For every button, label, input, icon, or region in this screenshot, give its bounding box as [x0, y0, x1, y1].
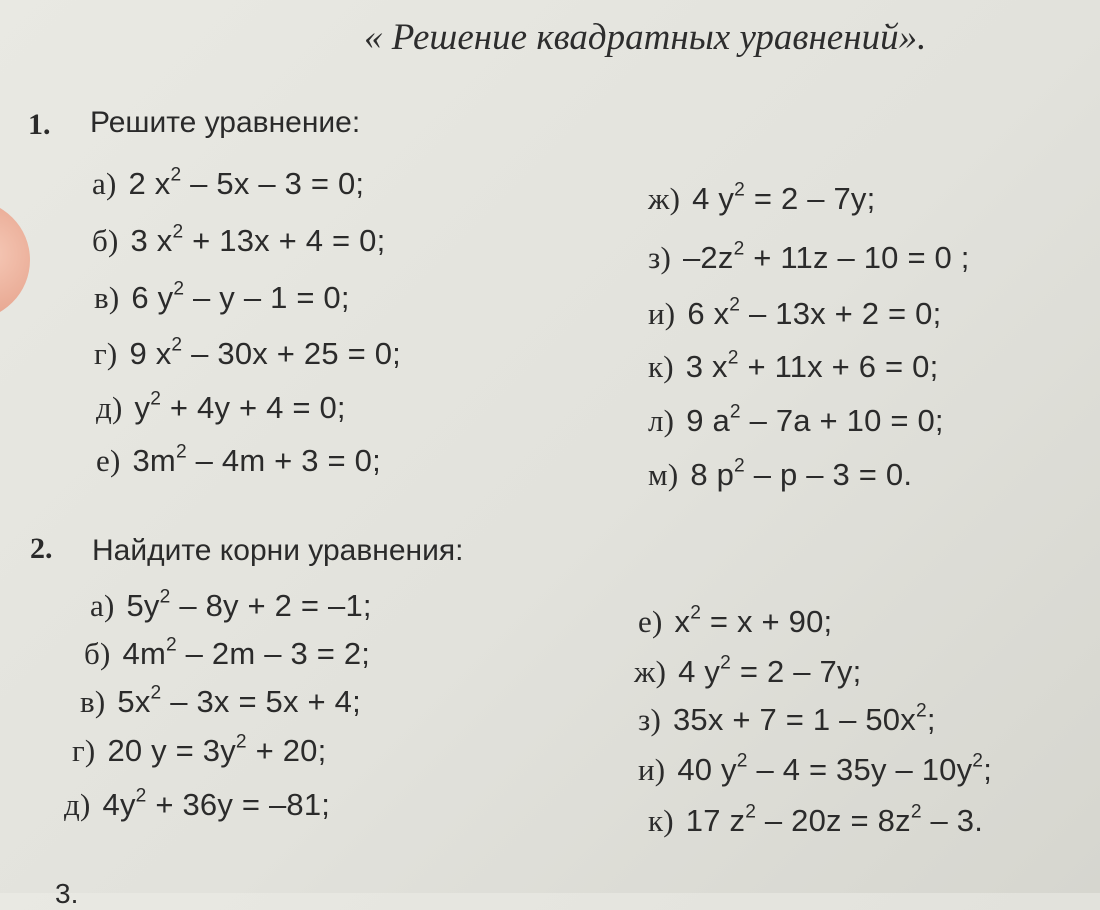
task-2-equation-b: б) $4m^2 - 2m - 3 = 2$;: [84, 634, 371, 671]
task-1-equation-k: к) 3 $x^2 + 11x + 6 = 0$;: [648, 347, 939, 384]
equation-label: г): [94, 336, 118, 371]
equation-label: и): [648, 296, 676, 331]
equation-label: л): [648, 403, 675, 438]
task-2-number: 2.: [30, 532, 53, 565]
equation-label: б): [92, 223, 119, 258]
task-2-equation-v: в) $5x^2 - 3x = 5x + 4$;: [80, 682, 361, 719]
task-1-equation-l: л) 9 $a^2 - 7a + 10 = 0$;: [648, 401, 944, 438]
equation-label: з): [648, 240, 671, 275]
task-2-equation-a: а) $5y^2 - 8y + 2 = -1$;: [90, 586, 372, 623]
equation-label: е): [96, 443, 121, 478]
task-1-equation-e: е) $3m^2 - 4m + 3 = 0$;: [96, 441, 381, 478]
task-2-equation-e: е) $x^2 = x + 90$;: [638, 602, 833, 639]
task-2-equation-g: г) 20 $y = 3y^2 + 20$;: [72, 731, 327, 768]
equation-label: к): [648, 349, 674, 384]
equation-label: ж): [634, 654, 667, 689]
equation-label: и): [638, 752, 666, 787]
equation-label: е): [638, 604, 663, 639]
equation-label: д): [64, 787, 91, 822]
task-1-equation-d: д) $y^2 + 4y + 4 = 0$;: [96, 388, 346, 425]
task-1-equation-zh: ж) 4 $y^2 = 2 - 7y$;: [648, 179, 876, 216]
task-1-equation-v: в) 6 $y^2 - y - 1 = 0$;: [94, 278, 350, 315]
equation-label: г): [72, 733, 96, 768]
equation-label: б): [84, 636, 111, 671]
task-1-number: 1.: [28, 108, 51, 141]
task-2-equation-i: и) 40 $y^2 - 4 = 35y - 10y^2$;: [638, 750, 993, 787]
task-1-equation-m: м) 8 $p^2 - p - 3 = 0$.: [648, 455, 913, 492]
equation-label: а): [92, 166, 117, 201]
task-1-equation-a: а) 2 $x^2 - 5x - 3 = 0$;: [92, 164, 365, 201]
task-2-equation-z: з) $35x + 7 = 1 - 50x^2$;: [638, 700, 936, 737]
equation-label: в): [94, 280, 120, 315]
equation-label: ж): [648, 181, 681, 216]
equation-label: к): [648, 803, 674, 838]
equation-label: в): [80, 684, 106, 719]
task-1-equation-b: б) 3 $x^2 + 13x + 4 = 0$;: [92, 221, 386, 258]
equation-label: д): [96, 390, 123, 425]
task-1-equation-i: и) 6 $x^2 - 13x + 2 = 0$;: [648, 294, 942, 331]
task-1-heading: Решите уравнение:: [90, 106, 361, 139]
task-2-equation-k: к) 17 $z^2 - 20z = 8z^2 - 3$.: [648, 801, 984, 838]
finger-edge: [0, 200, 30, 320]
next-task-fragment: 3.: [55, 878, 79, 909]
task-2-equation-d: д) $4y^2 + 36y = -81$;: [64, 785, 331, 822]
task-1-equation-g: г) 9 $x^2 - 30x + 25 = 0$;: [94, 334, 401, 371]
equation-label: з): [638, 702, 661, 737]
page-title: « Решение квадратных уравнений».: [364, 17, 927, 58]
task-2-heading: Найдите корни уравнения:: [92, 534, 464, 567]
task-1-equation-z: з) $-2z^2 + 11z - 10 = 0$ ;: [648, 238, 970, 275]
equation-label: м): [648, 457, 679, 492]
equation-label: а): [90, 588, 115, 623]
task-2-equation-zh: ж) 4 $y^2 = 2 - 7y$;: [634, 652, 862, 689]
